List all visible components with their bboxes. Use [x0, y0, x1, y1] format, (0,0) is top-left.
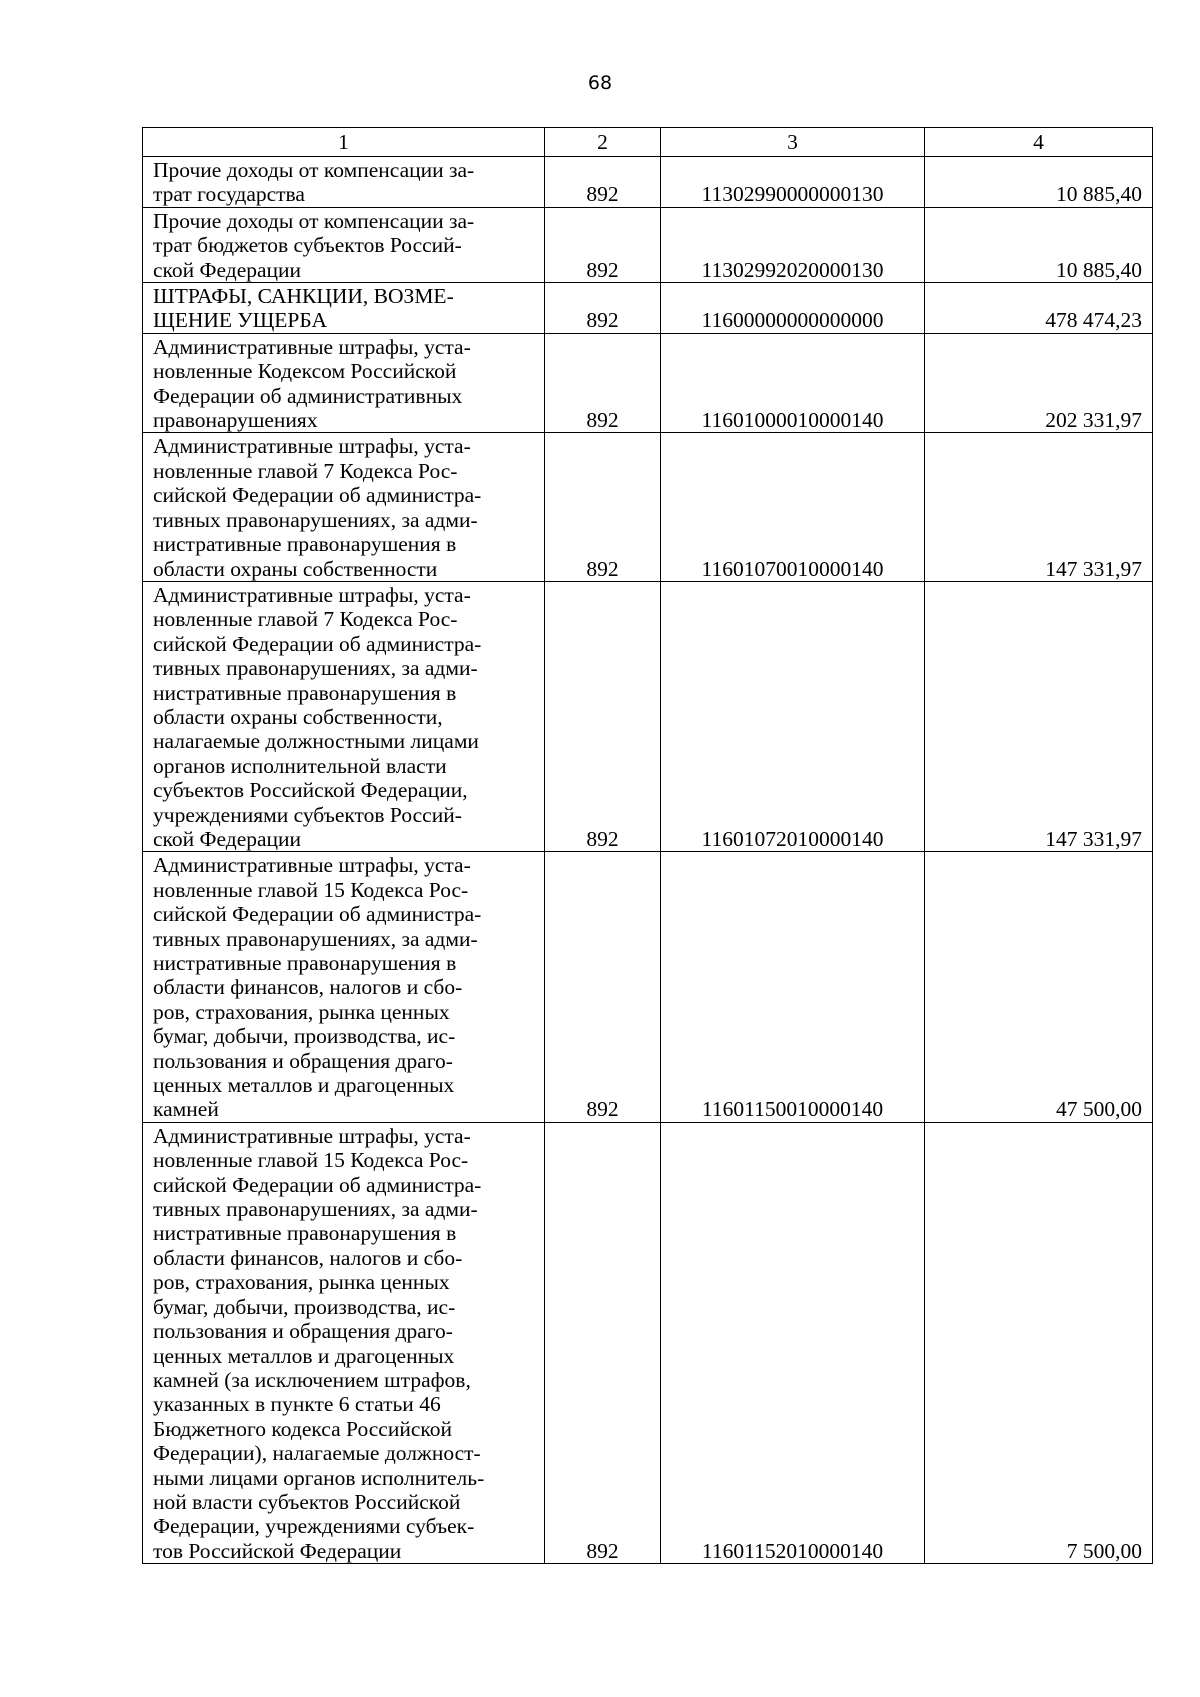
row-name-line: области финансов, налогов и сбо- [153, 1245, 463, 1270]
row-name-line: Федерации об административных [153, 383, 463, 408]
row-admin-code: 892 [545, 333, 661, 433]
row-name-line: нистративные правонарушения в [153, 532, 457, 557]
row-name-line: Административные штрафы, уста- [153, 434, 471, 459]
row-name-line: камней [153, 1097, 219, 1122]
row-name-line: тивных правонарушениях, за адми- [153, 1197, 478, 1222]
table-row [143, 433, 1153, 581]
row-name-line: ШТРАФЫ, САНКЦИИ, ВОЗМЕ- [153, 284, 454, 309]
row-budget-code: 11601070010000140 [661, 433, 925, 581]
row-name-line: Административные штрафы, уста- [153, 1123, 471, 1148]
row-amount: 7 500,00 [925, 1122, 1153, 1563]
row-admin-code: 892 [545, 581, 661, 851]
header-col-2: 2 [545, 128, 661, 157]
row-amount: 478 474,23 [925, 283, 1153, 334]
row-name-line: Бюджетного кодекса Российской [153, 1416, 452, 1441]
row-name-line: нистративные правонарушения в [153, 1221, 457, 1246]
row-admin-code: 892 [545, 433, 661, 581]
row-name-line: сийской Федерации об администра- [153, 1172, 482, 1197]
row-name-line: тивных правонарушениях, за адми- [153, 656, 478, 681]
row-name [143, 207, 545, 282]
row-name-line: новленные Кодексом Российской [153, 359, 457, 384]
table-row [143, 157, 1153, 208]
row-name-line: ной власти субъектов Российской [153, 1489, 461, 1514]
row-name-line: сийской Федерации об администра- [153, 483, 482, 508]
row-admin-code: 892 [545, 283, 661, 334]
row-name-line: трат бюджетов субъектов Россий- [153, 233, 462, 258]
row-name-line: области финансов, налогов и сбо- [153, 975, 463, 1000]
row-name-line: нистративные правонарушения в [153, 951, 457, 975]
row-amount: 10 885,40 [925, 157, 1153, 208]
row-name-line: тивных правонарушениях, за адми- [153, 926, 478, 951]
row-name-line: камней (за исключением штрафов, [153, 1367, 471, 1392]
row-name-line: ров, страхования, рынка ценных [153, 999, 450, 1024]
row-name [143, 581, 545, 851]
row-name-line: ской Федерации [153, 826, 302, 851]
header-col-1: 1 [143, 128, 545, 157]
row-name-line: субъектов Российской Федерации, [153, 778, 468, 803]
table-header-row [143, 128, 1153, 157]
row-name [143, 433, 545, 581]
row-admin-code: 892 [545, 157, 661, 208]
row-name-line: Административные штрафы, уста- [153, 582, 471, 607]
row-name-line: тов Российской Федерации [153, 1538, 402, 1563]
table-row [143, 1122, 1153, 1563]
row-name-line: трат государства [153, 182, 305, 207]
header-col-4: 4 [925, 128, 1153, 157]
row-name-line: ской Федерации [153, 257, 302, 282]
row-budget-code: 11601000010000140 [661, 333, 925, 433]
row-name-line: ЩЕНИЕ УЩЕРБА [153, 308, 327, 333]
row-name-line: бумаг, добычи, производства, ис- [153, 1024, 456, 1049]
row-name-line: Федерации, учреждениями субъек- [153, 1514, 475, 1539]
row-name-line: новленные главой 15 Кодекса Рос- [153, 877, 469, 902]
row-budget-code: 11601150010000140 [661, 852, 925, 1122]
table-row [143, 852, 1153, 1122]
table-row [143, 581, 1153, 851]
row-name-line: Прочие доходы от компенсации за- [153, 208, 475, 233]
row-name-line: новленные главой 7 Кодекса Рос- [153, 607, 458, 632]
row-amount: 147 331,97 [925, 581, 1153, 851]
row-name-line: ными лицами органов исполнитель- [153, 1465, 485, 1490]
revenue-table [142, 127, 1153, 1564]
row-budget-code: 11302990000000130 [661, 157, 925, 208]
row-name [143, 1122, 545, 1563]
page-number: 68 [587, 72, 613, 94]
row-name-line: ценных металлов и драгоценных [153, 1073, 455, 1098]
row-name-line: нистративные правонарушения в [153, 680, 457, 705]
row-name-line: органов исполнительной власти [153, 753, 447, 778]
table-row [143, 207, 1153, 282]
row-name-line: Федерации), налагаемые должност- [153, 1441, 481, 1466]
row-name-line: ценных металлов и драгоценных [153, 1343, 455, 1368]
row-budget-code: 11601072010000140 [661, 581, 925, 851]
row-amount: 47 500,00 [925, 852, 1153, 1122]
row-name-line: сийской Федерации об администра- [153, 631, 482, 656]
row-admin-code: 892 [545, 1122, 661, 1563]
row-amount: 202 331,97 [925, 333, 1153, 433]
row-name-line: бумаг, добычи, производства, ис- [153, 1294, 456, 1319]
row-name-line: указанных в пункте 6 статьи 46 [153, 1392, 441, 1417]
row-name [143, 852, 545, 1122]
row-name-line: новленные главой 15 Кодекса Рос- [153, 1148, 469, 1173]
row-name [143, 283, 545, 334]
row-name-line: Административные штрафы, уста- [153, 334, 471, 359]
row-name-line: правонарушениях [153, 408, 318, 433]
row-amount: 147 331,97 [925, 433, 1153, 581]
table-row [143, 333, 1153, 433]
row-admin-code: 892 [545, 852, 661, 1122]
row-name-line: области охраны собственности, [153, 704, 443, 729]
row-name-line: Прочие доходы от компенсации за- [153, 158, 475, 182]
row-name-line: Административные штрафы, уста- [153, 853, 471, 878]
row-name-line: пользования и обращения драго- [153, 1048, 453, 1073]
row-name-line: тивных правонарушениях, за адми- [153, 507, 478, 532]
row-amount: 10 885,40 [925, 207, 1153, 282]
row-name-line: новленные главой 7 Кодекса Рос- [153, 458, 458, 483]
row-name-line: учреждениями субъектов Россий- [153, 802, 462, 827]
table-row [143, 283, 1153, 334]
row-budget-code: 11601152010000140 [661, 1122, 925, 1563]
row-name-line: области охраны собственности [153, 556, 438, 581]
row-name-line: пользования и обращения драго- [153, 1319, 453, 1344]
row-budget-code: 11600000000000000 [661, 283, 925, 334]
row-name-line: налагаемые должностными лицами [153, 729, 479, 754]
row-name [143, 333, 545, 433]
header-col-3: 3 [661, 128, 925, 157]
row-budget-code: 11302992020000130 [661, 207, 925, 282]
row-name [143, 157, 545, 208]
row-name-line: сийской Федерации об администра- [153, 902, 482, 927]
row-admin-code: 892 [545, 207, 661, 282]
row-name-line: ров, страхования, рынка ценных [153, 1270, 450, 1295]
